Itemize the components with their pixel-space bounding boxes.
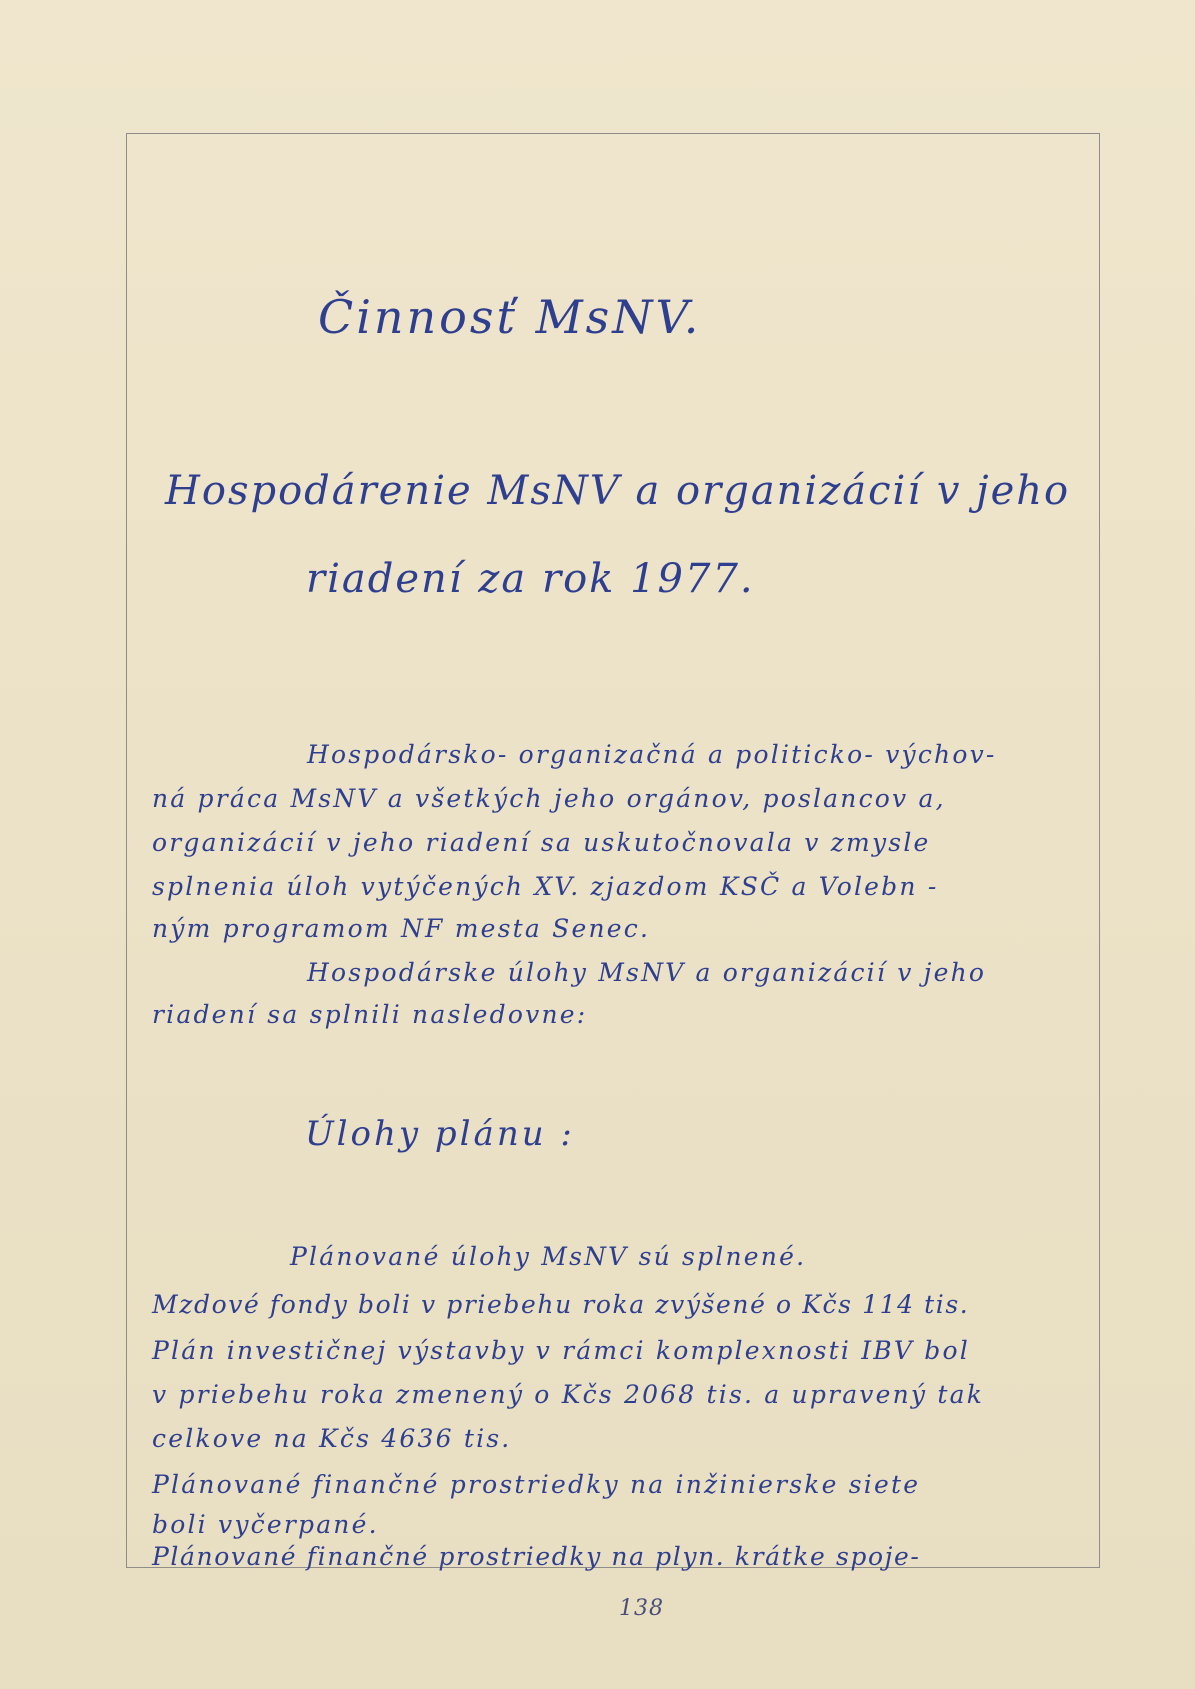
page-title: Činnosť MsNV. [318,290,702,344]
subtitle-line-2: riadení za rok 1977. [306,556,755,602]
page-number: 138 [619,1596,664,1621]
paragraph-line: Hospodárske úlohy MsNV a organizácií v jeho [307,958,987,987]
paragraph-line: ným programom NF mesta Senec. [152,914,651,943]
plan-line: Plán investičnej výstavby v rámci komplexnosti IBV bol [152,1336,970,1365]
paragraph-line: riadení sa splnili nasledovne: [152,1000,588,1029]
plan-line: Plánované finančné prostriedky na plyn. krátke spoje- [152,1542,921,1571]
paragraph-line: ná práca MsNV a všetkých jeho orgánov, poslancov a, [152,784,946,813]
plan-line: Plánované úlohy MsNV sú splnené. [290,1242,807,1271]
paragraph-line: splnenia úloh vytýčených XV. zjazdom KSČ a Volebn - [152,872,939,901]
plan-line: Mzdové fondy boli v priebehu roka zvýšené o Kčs 114 tis. [152,1290,970,1319]
subtitle-line-1: Hospodárenie MsNV a organizácií v jeho [165,468,1071,514]
plan-line: Plánované finančné prostriedky na inžinierske siete [152,1470,921,1499]
paragraph-line: organizácií v jeho riadení sa uskutočnovala v zmysle [152,828,931,857]
paragraph-line: Hospodársko- organizačná a politicko- výchov- [307,740,997,769]
plan-line: v priebehu roka zmenený o Kčs 2068 tis. a upravený tak [152,1380,985,1409]
section-heading: Úlohy plánu : [305,1114,575,1154]
plan-line: celkove na Kčs 4636 tis. [152,1424,512,1453]
plan-line: boli vyčerpané. [152,1510,379,1539]
